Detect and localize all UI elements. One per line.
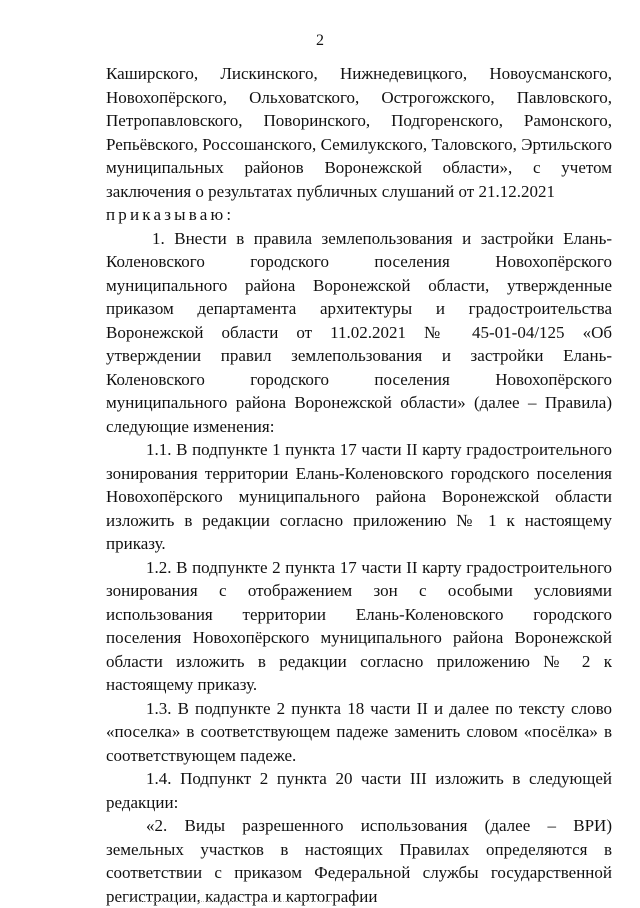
paragraph-1: 1. Внести в правила землепользования и застройки Елань-Коленовского городского поселения Новохопёрского муниципального района Воронежской области, утвержденные приказом департамента архитектуры и градостроительства Воронежской области от 11.02.2021 № 45-01-04/125 «Об утверждении правил землепользования и застройки Елань-Коленовского городского поселения Новохопёрского муниципального района Воронежской области» (далее – Правила) следующие изменения: [106, 228, 612, 436]
page-number: 2 [316, 32, 324, 49]
order-word: приказываю: [106, 205, 235, 224]
bottom-scan-line [120, 901, 340, 903]
document-body [106, 62, 612, 908]
paragraph-1-3: 1.3. В подпункте 2 пункта 18 части II и далее по тексту слово «поселка» в соответствующем падеже заменить словом «посёлка» в соответствующем падеже. [106, 698, 612, 765]
paragraph-1-1: 1.1. В подпункте 1 пункта 17 части II карту градостроительного зонирования территории Елань-Коленовского городского поселения Новохопёрского муниципального района Воронежской области изложить в редакции согласно приложению № 1 к настоящему приказу. [106, 440, 612, 553]
paragraph-quote: «2. Виды разрешенного использования (далее – ВРИ) земельных участков в настоящих Правилах определяются в соответствии с приказом Федеральной службы государственной регистрации, кадастра и картографии [106, 816, 612, 906]
paragraph-1-4: 1.4. Подпункт 2 пункта 20 части III изложить в следующей редакции: [106, 769, 612, 812]
paragraph-1-2: 1.2. В подпункте 2 пункта 17 части II карту градостроительного зонирования с отображением зон с особыми условиями использования территории Елань-Коленовского городского поселения Новохопёрского муниципального района Воронежской области изложить в редакции согласно приложению № 2 к настоящему приказу. [106, 557, 612, 694]
intro-paragraph: Каширского, Лискинского, Нижнедевицкого, Новоусманского, Новохопёрского, Ольховатского, Острогожского, Павловского, Петропавловского, Поворинского, Подгоренского, Рамонского, Репьёвского, Россошанского, Семилукского, Таловского, Эртильского муниципальных районов Воронежской области», с учетом заключения о результатах публичных слушаний от 21.12.2021 [106, 64, 612, 201]
